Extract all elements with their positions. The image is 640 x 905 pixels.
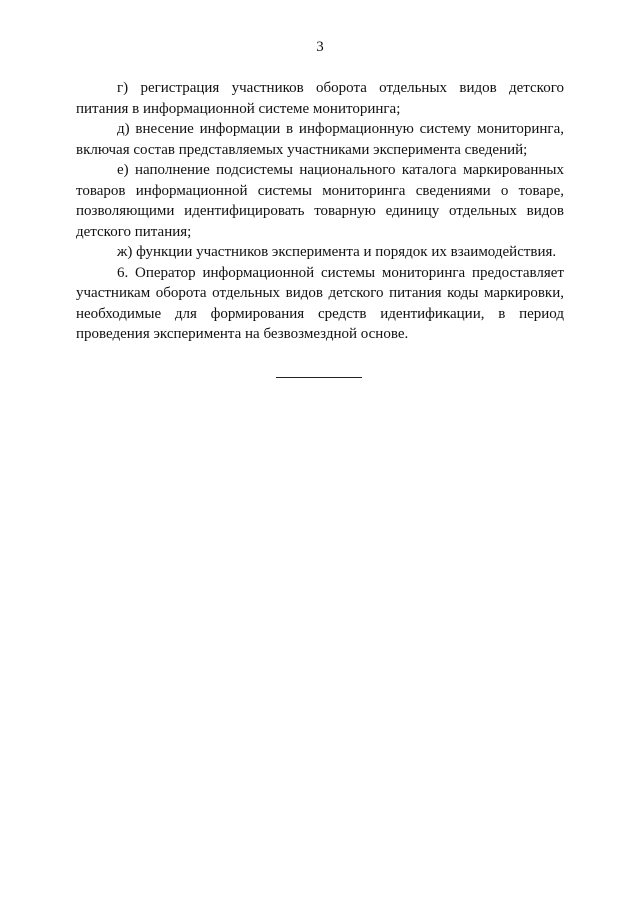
paragraph-section-6: 6. Оператор информационной системы мониторинга предоставляет участникам оборота отдельных видов детского питания коды маркировки, необходимые для формирования средств идентификации, в период проведения эксперимента на безвозмездной основе. (76, 264, 564, 342)
document-body (76, 78, 564, 345)
paragraph-item-g: г) регистрация участников оборота отдельных видов детского питания в информационной системе мониторинга; (76, 80, 564, 117)
paragraph-item-zh: ж) функции участников эксперимента и порядок их взаимодействия. (117, 244, 557, 260)
end-of-document-rule (276, 377, 362, 378)
paragraph-item-e: е) наполнение подсистемы национального каталога маркированных товаров информационной системы мониторинга сведениями о товаре, позволяющими идентифицировать товарную единицу отдельных видов детского питания; (76, 162, 564, 240)
paragraph-item-d: д) внесение информации в информационную систему мониторинга, включая состав представляемых участниками эксперимента сведений; (76, 121, 564, 158)
page-number: 3 (316, 39, 324, 55)
